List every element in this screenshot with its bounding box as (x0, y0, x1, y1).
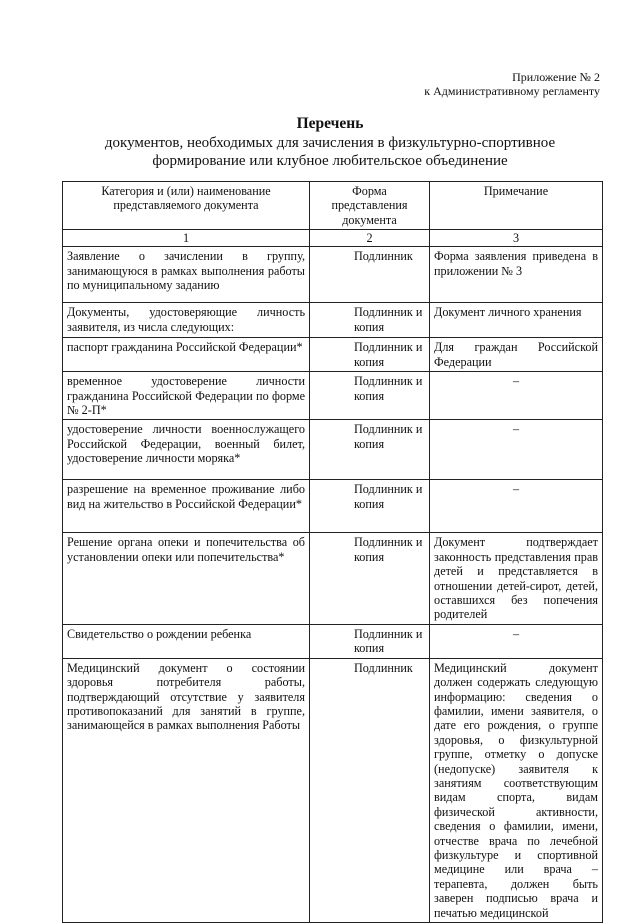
column-number-1: 1 (63, 230, 310, 247)
table-row (63, 372, 603, 420)
appendix-line-1: Приложение № 2 (512, 70, 600, 84)
row-form: Подлинник и копия (310, 420, 430, 480)
table-row (63, 303, 603, 338)
row-document: Решение органа опеки и попечительства об установлении опеки или попечительства* (63, 533, 310, 624)
row-note: Документ подтверждает законность представления прав детей и представляется в отношении детей-сирот, детей, оставшихся без попечения родителей (430, 533, 603, 624)
row-document: Документы, удостоверяющие личность заявителя, из числа следующих: (63, 303, 310, 338)
row-note: Медицинский документ должен содержать следующую информацию: сведения о фамилии, имени заявителя, о дате его рождения, о группе здоровья, о физкультурной группе, отметку о допуске (недопуске) заявителя к занятиям соответствующим видам спорта, видам физической активности, сведения о фамилии, имени, отчестве врача по лечебной физкультуре и спортивной медицине или врача – терапевта, должен быть заверен подписью врача и печатью медицинской (430, 658, 603, 922)
row-note: – (430, 624, 603, 658)
row-form: Подлинник (310, 658, 430, 922)
documents-table (62, 181, 603, 923)
row-form: Подлинник и копия (310, 480, 430, 533)
row-note: – (430, 372, 603, 420)
table-number-row (63, 230, 603, 247)
table-row (63, 247, 603, 303)
column-number-3: 3 (430, 230, 603, 247)
table-row (63, 533, 603, 624)
row-form: Подлинник и копия (310, 372, 430, 420)
row-document: Медицинский документ о состоянии здоровья потребителя работы, подтверждающий отсутствие у заявителя противопоказаний для занятий в группе, занимающейся в рамках выполнения Работы (63, 658, 310, 922)
row-form: Подлинник и копия (310, 303, 430, 338)
row-form: Подлинник (310, 247, 430, 303)
row-note: – (430, 480, 603, 533)
appendix-label (424, 70, 600, 98)
table-row (63, 480, 603, 533)
row-form: Подлинник и копия (310, 533, 430, 624)
row-document: разрешение на временное проживание либо вид на жительство в Российской Федерации* (63, 480, 310, 533)
column-number-2: 2 (310, 230, 430, 247)
table-row (63, 658, 603, 922)
row-note: Для граждан Российской Федерации (430, 338, 603, 372)
row-form: Подлинник и копия (310, 624, 430, 658)
appendix-line-2: к Административному регламенту (424, 84, 600, 98)
row-note: – (430, 420, 603, 480)
document-subtitle-line-2: формирование или клубное любительское объединение (152, 153, 508, 169)
row-document: паспорт гражданина Российской Федерации* (63, 338, 310, 372)
row-note: Форма заявления приведена в приложении № 3 (430, 247, 603, 303)
table-row (63, 624, 603, 658)
row-document: Свидетельство о рождении ребенка (63, 624, 310, 658)
table-row (63, 338, 603, 372)
row-note: Документ личного хранения (430, 303, 603, 338)
row-document: Заявление о зачислении в группу, занимающуюся в рамках выполнения работы по муниципальному заданию (63, 247, 310, 303)
row-form: Подлинник и копия (310, 338, 430, 372)
table-header-row (63, 182, 603, 230)
row-document: удостоверение личности военнослужащего Российской Федерации, военный билет, удостоверение личности моряка* (63, 420, 310, 480)
document-title: Перечень (296, 115, 364, 132)
title-block (60, 114, 600, 170)
header-category: Категория и (или) наименование представляемого документа (63, 182, 310, 230)
header-form: Форма представления документа (310, 182, 430, 230)
header-note: Примечание (430, 182, 603, 230)
row-document: временное удостоверение личности гражданина Российской Федерации по форме № 2-П* (63, 372, 310, 420)
table-row (63, 420, 603, 480)
document-subtitle-line-1: документов, необходимых для зачисления в физкультурно-спортивное (104, 135, 556, 151)
